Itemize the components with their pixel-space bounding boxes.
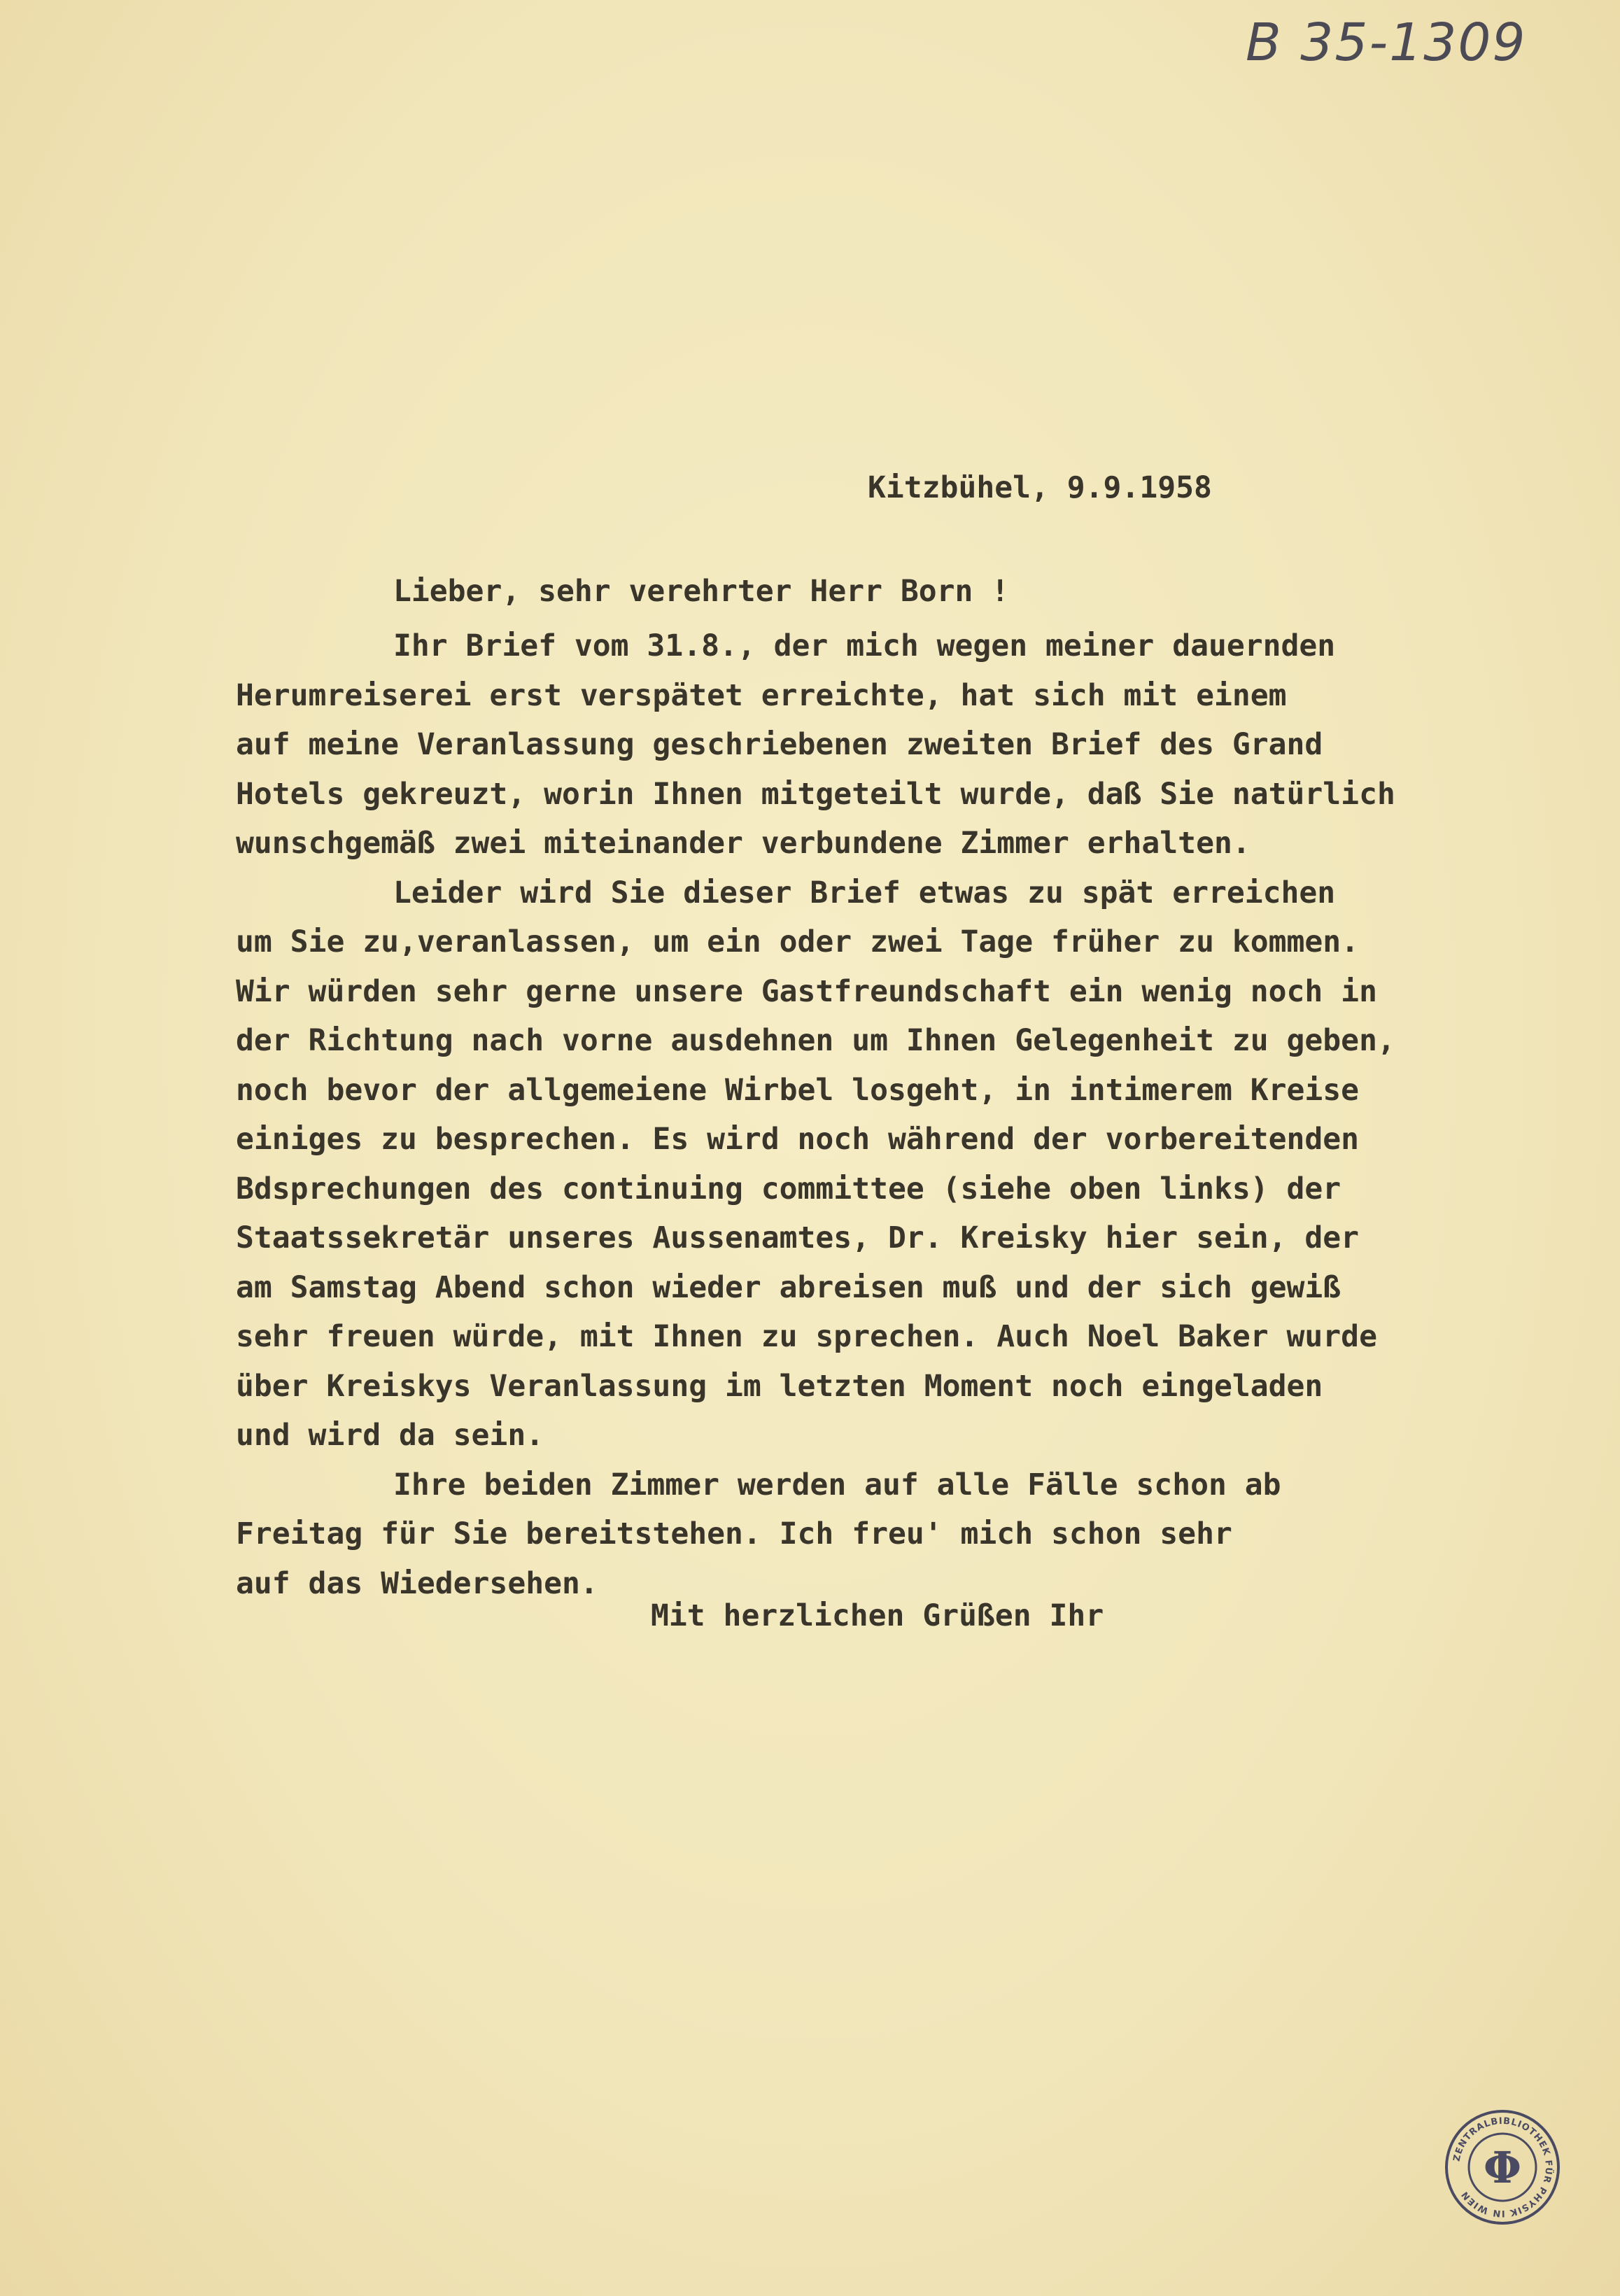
library-stamp-icon: [1443, 2108, 1562, 2227]
stamp-symbol: Φ: [1483, 2142, 1522, 2193]
salutation: Lieber, sehr verehrter Herr Born !: [393, 574, 1010, 609]
text-line: und wird da sein.: [236, 1418, 544, 1453]
text-line: am Samstag Abend schon wieder abreisen muß und der sich gewiß: [236, 1269, 1341, 1305]
text-line: sehr freuen würde, mit Ihnen zu sprechen. Auch Noel Baker wurde: [236, 1319, 1377, 1354]
text-line: um Sie zu,veranlassen, um ein oder zwei Tage früher zu kommen.: [236, 924, 1360, 959]
text-line: auf das Wiedersehen.: [236, 1565, 598, 1601]
text-line: Staatssekretär unseres Aussenamtes, Dr. Kreisky hier sein, der: [236, 1220, 1360, 1255]
text-line: der Richtung nach vorne ausdehnen um Ihnen Gelegenheit zu geben,: [236, 1023, 1395, 1058]
text-line: Wir würden sehr gerne unsere Gastfreundschaft ein wenig noch in: [236, 973, 1377, 1009]
place-date: Kitzbühel, 9.9.1958: [868, 470, 1212, 505]
letter-body: [236, 621, 1551, 1608]
text-line: Freitag für Sie bereitstehen. Ich freu' mich schon sehr: [236, 1516, 1232, 1551]
text-line: noch bevor der allgemeiene Wirbel losgeht, in intimerem Kreise: [236, 1072, 1360, 1108]
text-line: Leider wird Sie dieser Brief etwas zu spät erreichen: [393, 875, 1336, 910]
text-line: Ihr Brief vom 31.8., der mich wegen meiner dauernden: [393, 628, 1336, 663]
text-line: über Kreiskys Veranlassung im letzten Moment noch eingeladen: [236, 1368, 1323, 1404]
text-line: auf meine Veranlassung geschriebenen zweiten Brief des Grand: [236, 727, 1323, 762]
paragraph-1: [236, 621, 1551, 868]
text-line: Herumreiserei erst verspätet erreichte, hat sich mit einem: [236, 677, 1287, 713]
text-line: Bdsprechungen des continuing committee (siehe oben links) der: [236, 1171, 1341, 1206]
text-line: Hotels gekreuzt, worin Ihnen mitgeteilt wurde, daß Sie natürlich: [236, 776, 1395, 812]
closing: Mit herzlichen Grüßen Ihr: [651, 1598, 1104, 1633]
paragraph-3: [236, 1460, 1551, 1609]
text-line: wunschgemäß zwei miteinander verbundene Zimmer erhalten.: [236, 826, 1251, 861]
archive-number: B 35-1309: [1246, 13, 1527, 73]
text-line: Ihre beiden Zimmer werden auf alle Fälle schon ab: [393, 1467, 1281, 1502]
paragraph-2: [236, 868, 1551, 1460]
stamp-ring-text: ZENTRALBIBLIOTHEK FÜR PHYSIK IN WIEN: [1451, 2115, 1554, 2219]
text-line: einiges zu besprechen. Es wird noch während der vorbereitenden: [236, 1122, 1360, 1157]
